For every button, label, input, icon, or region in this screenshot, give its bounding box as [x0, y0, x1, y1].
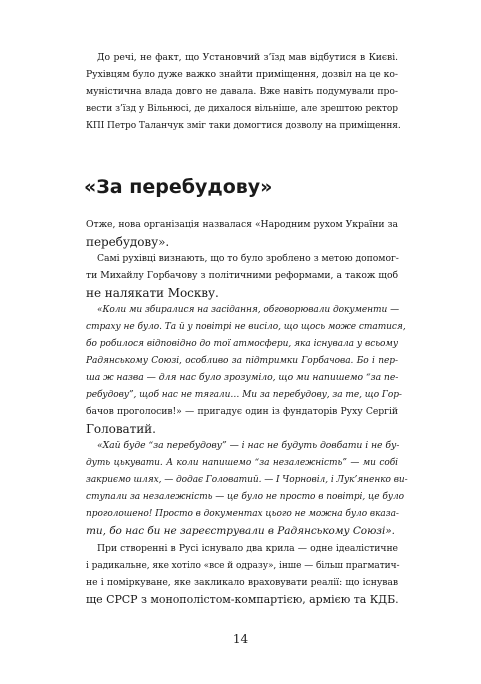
paragraph-4-line-3: бо робилося відповідно до тої атмосфери, яка існувала у всьому	[86, 339, 398, 349]
paragraph-1-line-2: Рухівцям було дуже важко знайти приміщення, дозвіл на це ко-	[86, 69, 398, 80]
paragraph-4-line-4: Радянському Союзі, особливо за підтримки Горбачова. Бо і пер-	[86, 356, 398, 366]
paragraph-5-line-1: «Хай буде “за перебудову” — і нас не будуть довбати і не бу-	[97, 440, 400, 451]
paragraph-5-line-3: закриємо шлях, — додає Головатий. — І Чорновіл, і Лук’яненко ви-	[86, 475, 408, 485]
paragraph-4-line-5: ша ж назва — для нас було зрозуміло, що ми напишемо “за пе-	[86, 372, 399, 383]
paragraph-4-line-6: ребудову”, щоб нас не тягали… Ми за перебудову, за те, що Гор-	[86, 390, 402, 400]
paragraph-4-line-8: Головатий.	[86, 422, 156, 436]
paragraph-6-line-4: ще СРСР з монополістом-компартією, армією та КДБ.	[86, 593, 399, 606]
paragraph-5-line-2: дуть цькувати. А коли напишемо “за незалежність” — ми собі	[86, 458, 398, 468]
paragraph-1-line-3: муністична влада довго не давала. Вже навіть подумували про-	[86, 86, 398, 97]
paragraph-1-line-5: КПІ Петро Таланчук зміг таки домогтися дозволу на приміщення.	[86, 121, 401, 131]
paragraph-4-line-7: бачов проголосив!» — пригадує один із фундаторів Руху Сергій	[86, 406, 398, 417]
paragraph-5-line-5: проголошено! Просто в документах цього не можна було вказа-	[86, 509, 399, 519]
paragraph-2-line-2: перебудову».	[86, 235, 170, 249]
paragraph-3-line-3: не налякати Москву.	[86, 286, 219, 300]
paragraph-1-line-4: вести з’їзд у Вільнюсі, де дихалося вільніше, але зрештою ректор	[86, 104, 398, 114]
paragraph-6-line-3: не і поміркуване, яке закликало враховувати реалії: що існував	[86, 577, 398, 588]
paragraph-5-line-6: ти, бо нас би не зареєстрували в Радянському Союзі».	[86, 525, 395, 537]
paragraph-5-line-4: ступали за незалежність — це було не просто в повітрі, це було	[86, 492, 404, 502]
paragraph-4-line-1: «Коли ми збиралися на засідання, обговорювали документи —	[97, 305, 400, 315]
paragraph-6-line-2: і радикальне, яке хотіло «все й одразу», інше — більш прагматич-	[86, 561, 400, 571]
paragraph-3-line-2: ти Михайлу Горбачову з політичними реформами, а також щоб	[86, 270, 398, 281]
paragraph-2-line-1: Отже, нова організація назвалася «Народним рухом України за	[86, 219, 398, 230]
section-heading: «За перебудову»	[84, 176, 273, 198]
page-number: 14	[232, 632, 249, 646]
paragraph-4-line-2: страху не було. Та й у повітрі не висіло, що щось може статися,	[86, 322, 406, 332]
paragraph-6-line-1: При створенні в Русі існувало два крила — одне ідеалістичне	[97, 543, 398, 554]
paragraph-3-line-1: Самі рухівці визнають, що то було зроблено з метою допомог-	[97, 253, 399, 264]
paragraph-1-line-1: До речі, не факт, що Установчий з’їзд мав відбутися в Києві.	[97, 52, 398, 63]
